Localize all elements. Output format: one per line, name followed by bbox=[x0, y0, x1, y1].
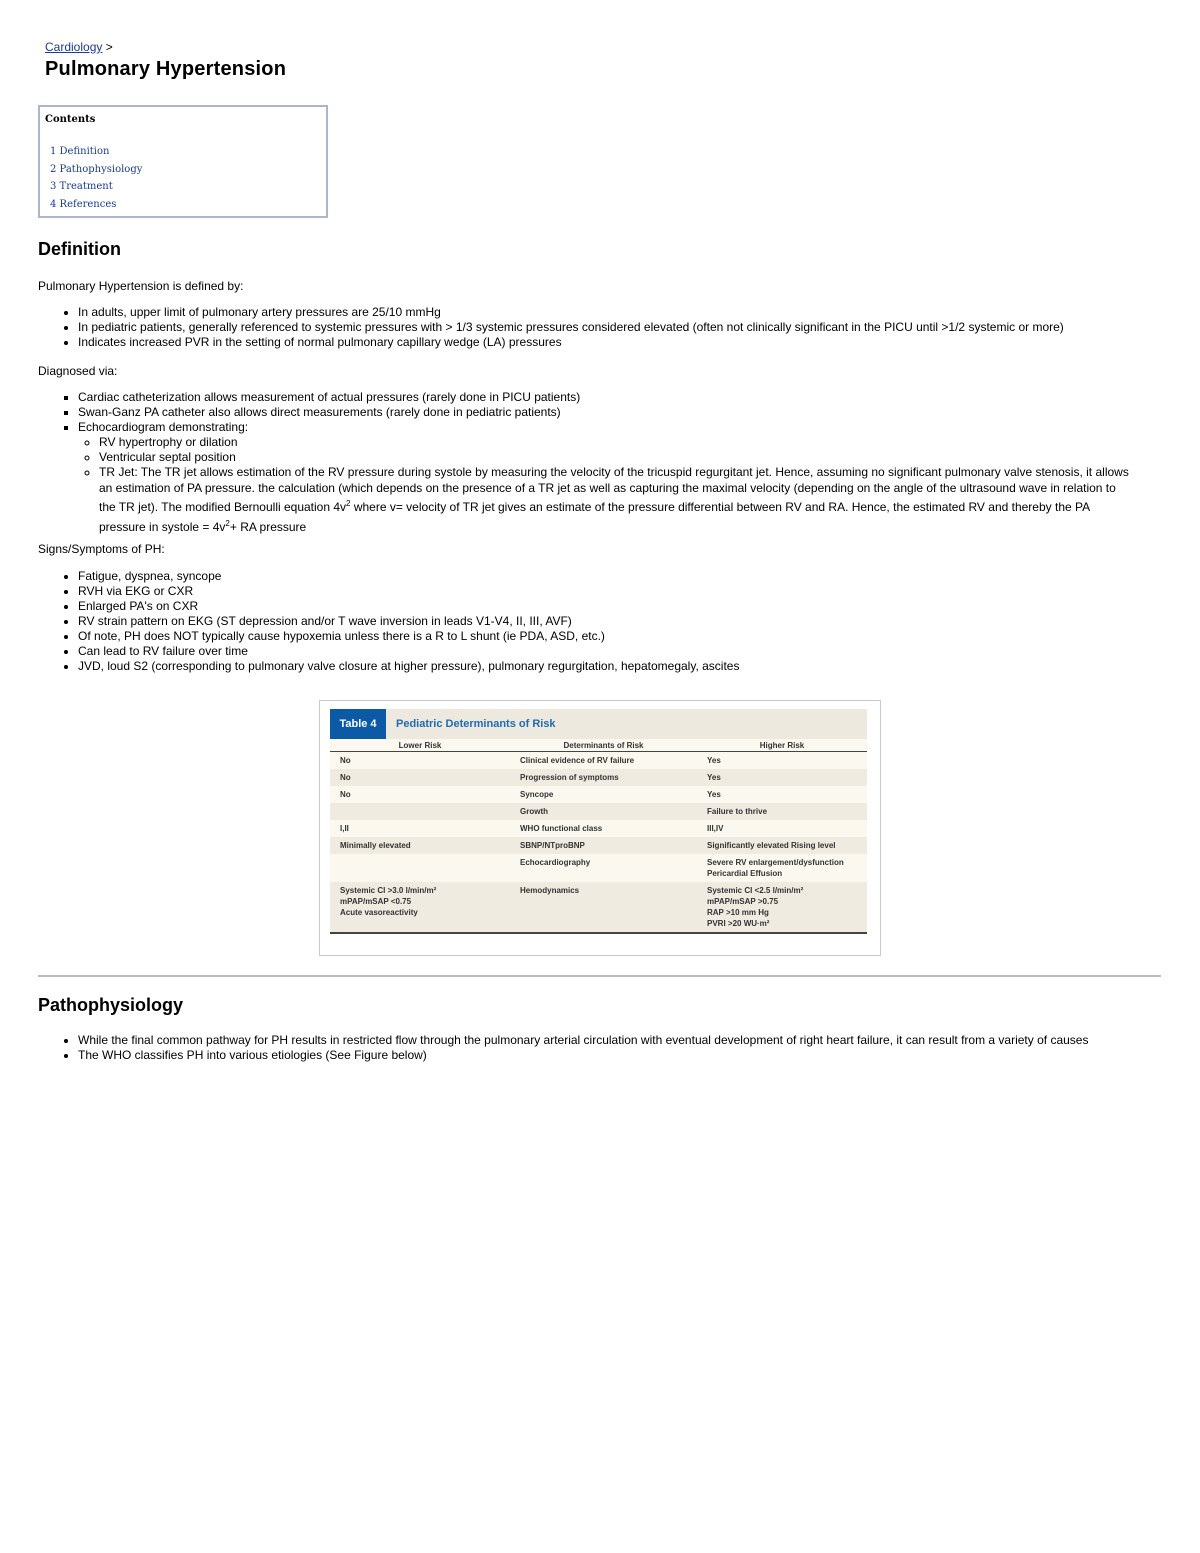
signs-label: Signs/Symptoms of PH: bbox=[38, 542, 165, 556]
toc-item-pathophysiology bbox=[50, 161, 142, 179]
tr-jet-item: ◦ TR Jet: The TR jet allows estimation of the RV pressure during systole by measuring the velocity of the tricuspid regurgitant jet. Hence, assuming no significant pulmonary valve stenosis, it allows an estimation of PA pressure. the calculation (which depends on the presence of a TR jet as well as capturing the maximal velocity (depending on the angle of the ultrasound wave in relation to the TR jet). The modified Bernoulli equation $4v^2$ where v= velocity of TR jet gives an estimate of the pressure differential between RV and RA. Hence, the estimated RV and thereby the PA pressure in systole = $4v^2+$ RA pressure bbox=[99, 465, 1129, 535]
section-divider bbox=[38, 975, 1161, 977]
pathophysiology-list bbox=[60, 1033, 1088, 1063]
table-row bbox=[330, 752, 867, 770]
column-header-lower-risk: Lower Risk bbox=[330, 739, 510, 752]
list-item: • While the final common pathway for PH results in restricted flow through the pulmonary arterial circulation with eventual development of right heart failure, it can result from a variety of causes bbox=[78, 1033, 1088, 1048]
toc-title: Contents bbox=[45, 114, 96, 125]
list-item: • Fatigue, dyspnea, syncope bbox=[78, 569, 739, 584]
table-cell: Syncope bbox=[510, 786, 697, 803]
echo-label: Echocardiogram demonstrating: bbox=[78, 420, 249, 434]
table-cell: Progression of symptoms bbox=[510, 769, 697, 786]
definition-list bbox=[60, 305, 1064, 350]
toc-item-treatment bbox=[50, 178, 142, 196]
table-cell: III,IV bbox=[697, 820, 867, 837]
risk-table-title: Pediatric Determinants of Risk bbox=[396, 718, 556, 730]
toc-link-definition[interactable]: 1 Definition bbox=[50, 146, 110, 157]
toc-link-treatment[interactable]: 3 Treatment bbox=[50, 181, 113, 192]
table-row bbox=[330, 820, 867, 837]
list-item: ◦ RV hypertrophy or dilation bbox=[99, 435, 1129, 450]
list-item: • Enlarged PA's on CXR bbox=[78, 599, 739, 614]
column-header-determinants: Determinants of Risk bbox=[510, 739, 697, 752]
toc-item-references bbox=[50, 196, 142, 214]
table-row bbox=[330, 803, 867, 820]
list-item: • Can lead to RV failure over time bbox=[78, 644, 739, 659]
table-cell: Severe RV enlargement/dysfunction Pericardial Effusion bbox=[697, 854, 867, 882]
table-of-contents bbox=[38, 105, 328, 218]
risk-table-badge: Table 4 bbox=[330, 709, 386, 739]
risk-table-grid bbox=[330, 739, 867, 934]
section-heading-definition: Definition bbox=[38, 239, 121, 259]
list-item: • In adults, upper limit of pulmonary artery pressures are 25/10 mmHg bbox=[78, 305, 1064, 320]
table-row bbox=[330, 786, 867, 803]
table-cell: Yes bbox=[697, 769, 867, 786]
table-cell: Systemic CI >3.0 l/min/m² mPAP/mSAP <0.75 Acute vasoreactivity bbox=[330, 882, 510, 933]
page-title: Pulmonary Hypertension bbox=[45, 58, 287, 80]
table-cell bbox=[330, 854, 510, 882]
diagnosed-list bbox=[60, 390, 1129, 535]
toc-item-definition bbox=[50, 143, 142, 161]
toc-list bbox=[50, 143, 142, 213]
echo-sublist bbox=[78, 435, 1129, 535]
table-row bbox=[330, 854, 867, 882]
table-cell: Significantly elevated Rising level bbox=[697, 837, 867, 854]
table-cell: WHO functional class bbox=[510, 820, 697, 837]
signs-list bbox=[60, 569, 739, 674]
list-item: • In pediatric patients, generally referenced to systemic pressures with > 1/3 systemic pressures considered elevated (often not clinically significant in the PICU until >1/2 systemic or more) bbox=[78, 320, 1064, 335]
list-item: ◦ Ventricular septal position bbox=[99, 450, 1129, 465]
list-item: • RVH via EKG or CXR bbox=[78, 584, 739, 599]
table-cell: No bbox=[330, 786, 510, 803]
list-item: ▪ Cardiac catheterization allows measurement of actual pressures (rarely done in PICU patients) bbox=[78, 390, 1129, 405]
table-cell: Hemodynamics bbox=[510, 882, 697, 933]
table-cell: No bbox=[330, 752, 510, 770]
list-item: • Indicates increased PVR in the setting of normal pulmonary capillary wedge (LA) pressures bbox=[78, 335, 1064, 350]
list-item: • JVD, loud S2 (corresponding to pulmonary valve closure at higher pressure), pulmonary regurgitation, hepatomegaly, ascites bbox=[78, 659, 739, 674]
table-cell: Echocardiography bbox=[510, 854, 697, 882]
risk-table-header bbox=[330, 709, 867, 739]
table-cell: I,II bbox=[330, 820, 510, 837]
list-item bbox=[78, 420, 1129, 535]
risk-table bbox=[330, 709, 867, 934]
risk-table-body bbox=[330, 752, 867, 934]
table-header-row bbox=[330, 739, 867, 752]
table-cell: Minimally elevated bbox=[330, 837, 510, 854]
table-row bbox=[330, 882, 867, 933]
definition-intro: Pulmonary Hypertension is defined by: bbox=[38, 279, 244, 293]
table-row bbox=[330, 837, 867, 854]
risk-table-figure bbox=[319, 700, 881, 956]
table-cell: Clinical evidence of RV failure bbox=[510, 752, 697, 770]
table-cell: Systemic CI <2.5 l/min/m² mPAP/mSAP >0.75 RAP >10 mm Hg PVRI >20 WU·m² bbox=[697, 882, 867, 933]
list-item: • RV strain pattern on EKG (ST depression and/or T wave inversion in leads V1-V4, II, III, AVF) bbox=[78, 614, 739, 629]
toc-link-pathophysiology[interactable]: 2 Pathophysiology bbox=[50, 163, 143, 175]
table-row bbox=[330, 769, 867, 786]
list-item: • Of note, PH does NOT typically cause hypoxemia unless there is a R to L shunt (ie PDA, ASD, etc.) bbox=[78, 629, 739, 644]
table-cell: Yes bbox=[697, 786, 867, 803]
section-heading-pathophysiology: Pathophysiology bbox=[38, 995, 184, 1015]
breadcrumb bbox=[45, 40, 113, 54]
table-cell: No bbox=[330, 769, 510, 786]
column-header-higher-risk: Higher Risk bbox=[697, 739, 867, 752]
list-item: ▪ Swan-Ganz PA catheter also allows direct measurements (rarely done in pediatric patients) bbox=[78, 405, 1129, 420]
list-item: • The WHO classifies PH into various etiologies (See Figure below) bbox=[78, 1048, 1088, 1063]
table-cell: Failure to thrive bbox=[697, 803, 867, 820]
breadcrumb-link-cardiology[interactable]: Cardiology bbox=[45, 40, 103, 54]
breadcrumb-separator: > bbox=[105, 40, 113, 54]
toc-link-references[interactable]: 4 References bbox=[50, 198, 117, 210]
table-cell: Growth bbox=[510, 803, 697, 820]
diagnosed-label: Diagnosed via: bbox=[38, 364, 118, 378]
table-cell: SBNP/NTproBNP bbox=[510, 837, 697, 854]
table-cell: Yes bbox=[697, 752, 867, 770]
table-cell bbox=[330, 803, 510, 820]
